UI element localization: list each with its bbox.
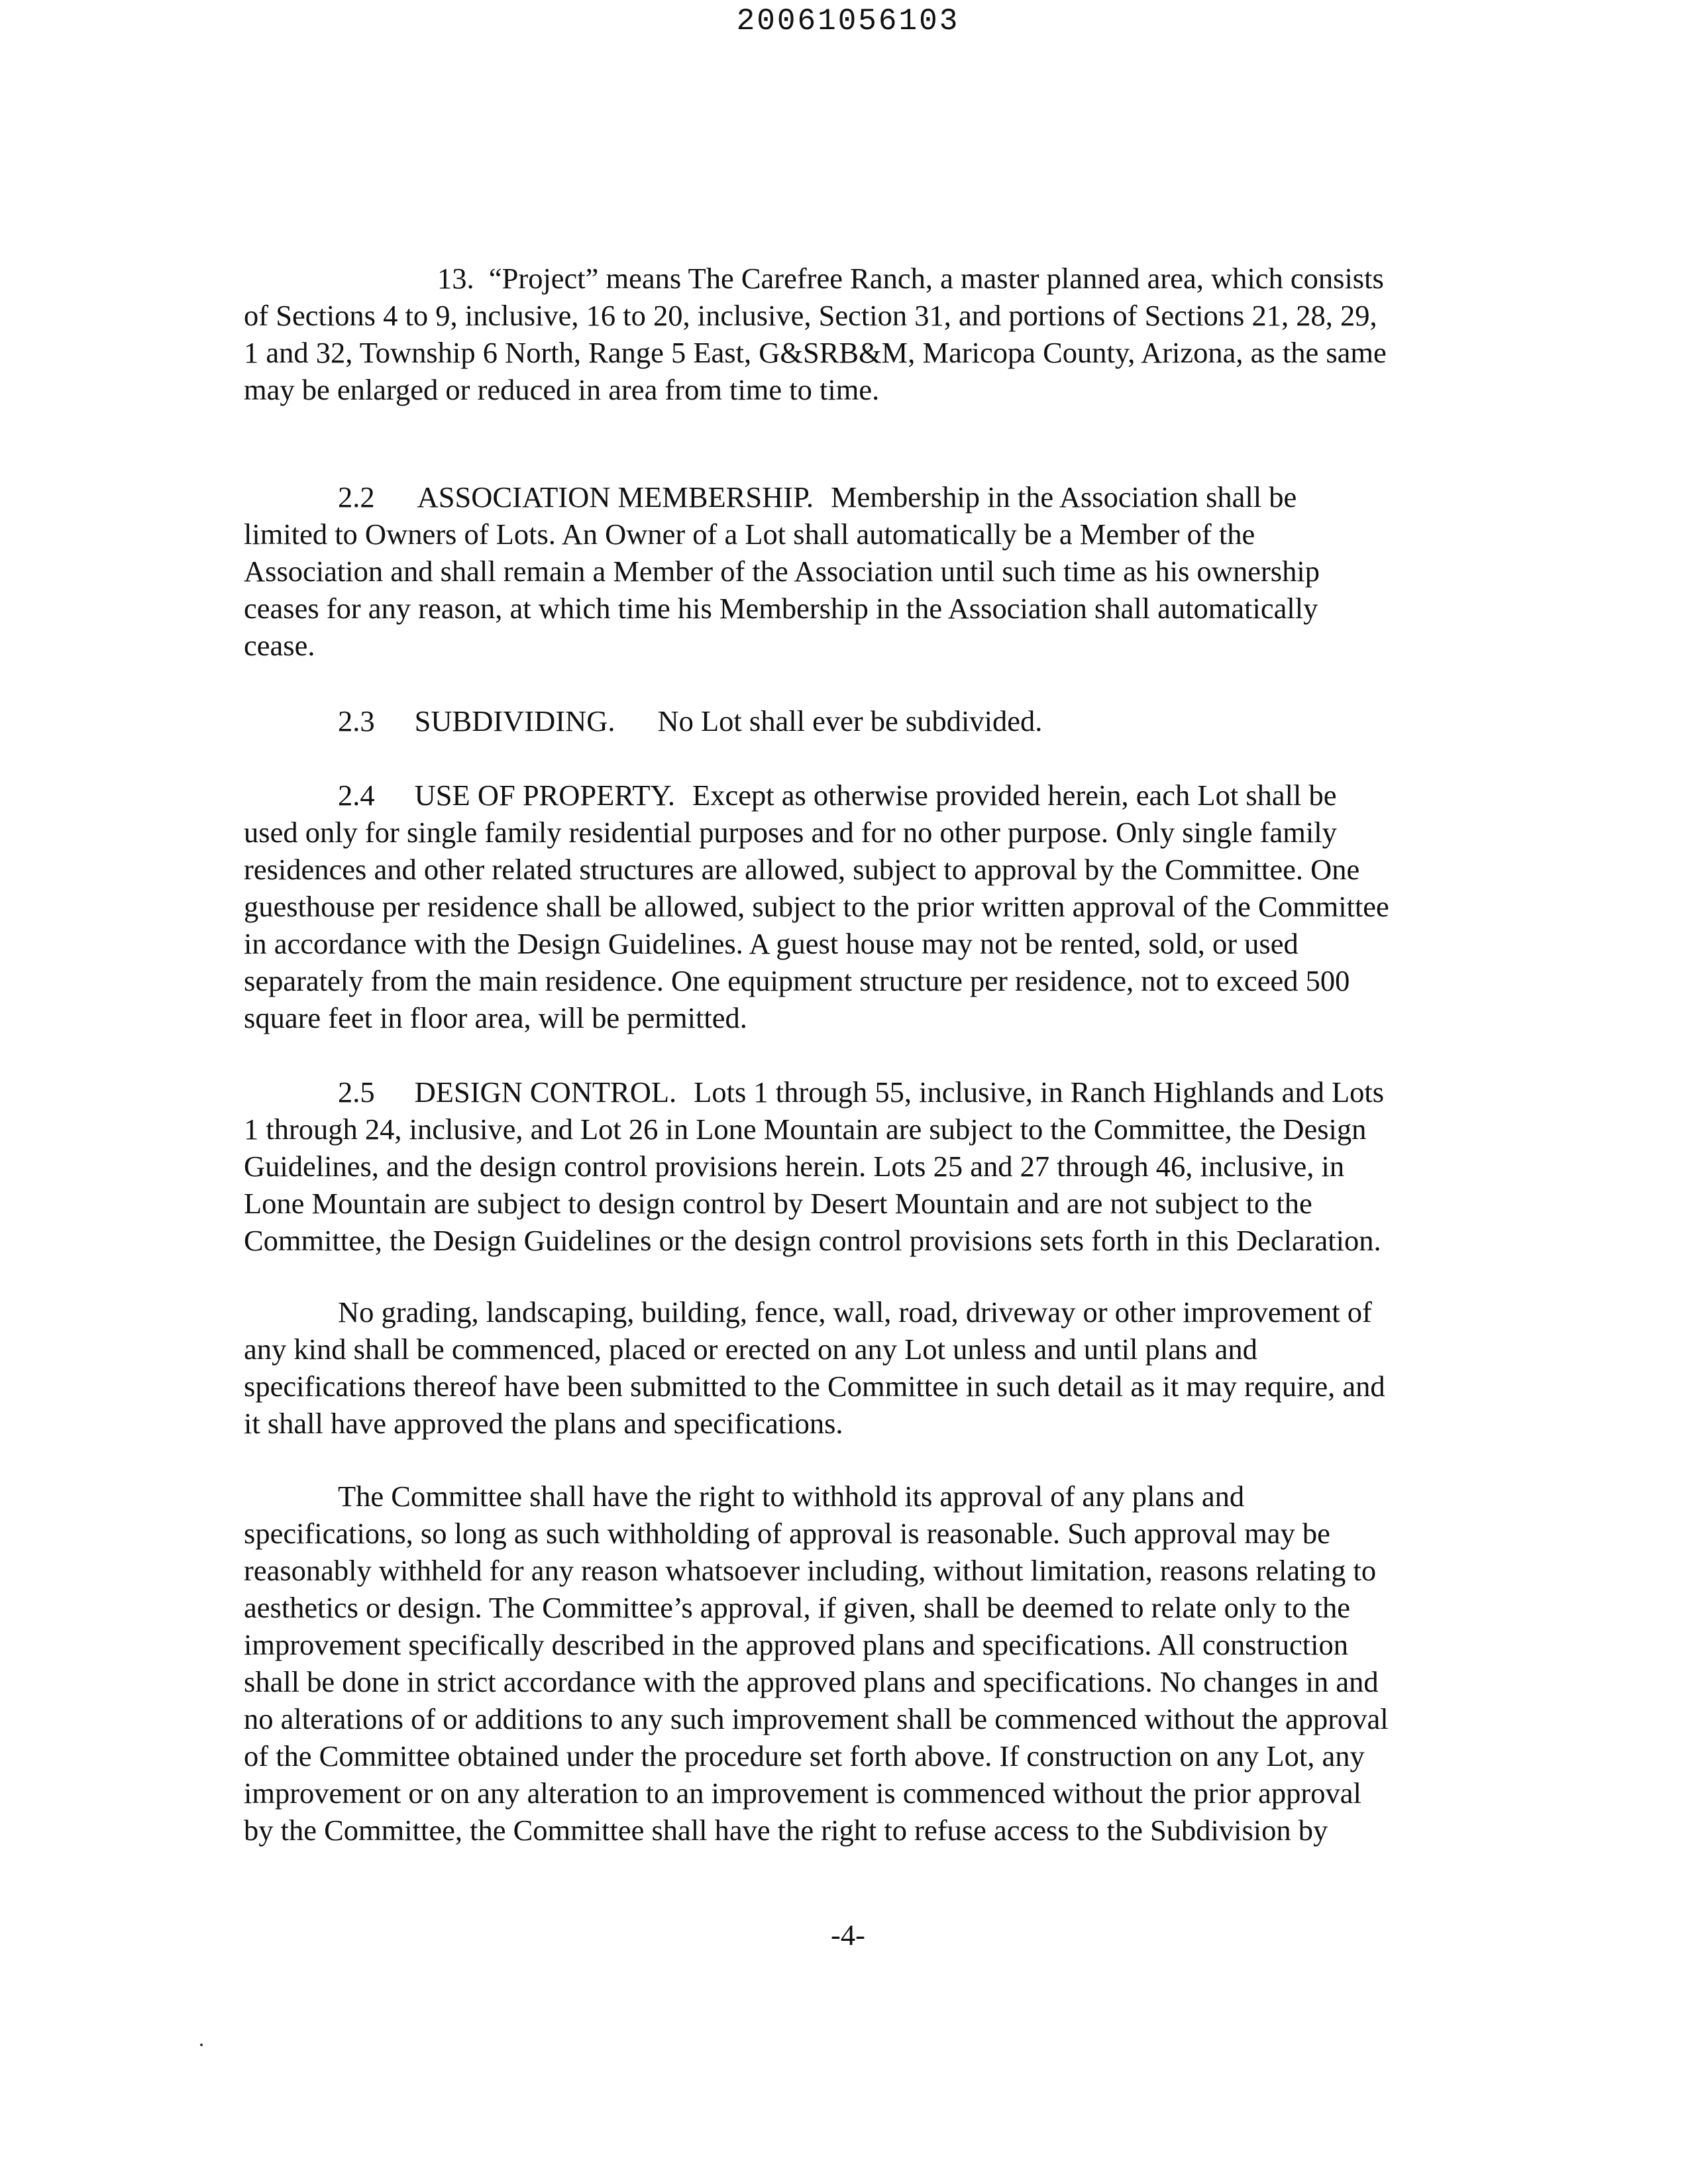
document-recording-number: 20061056103 — [736, 4, 960, 38]
paragraph-line: limited to Owners of Lots. An Owner of a Lot shall automatically be a Member of the — [244, 518, 1255, 551]
paragraph-line: Association and shall remain a Member of the Association until such time as his ownership — [244, 555, 1320, 588]
paragraph-line: specifications, so long as such withholding of approval is reasonable. Such approval may be — [244, 1517, 1330, 1550]
section-number: 13. — [437, 262, 474, 295]
paragraph-line: Lone Mountain are subject to design control by Desert Mountain and are not subject to the — [244, 1187, 1312, 1220]
paragraph-line: ceases for any reason, at which time his Membership in the Association shall automatically — [244, 592, 1318, 625]
paragraph-text: “Project” means The Carefree Ranch, a master planned area, which consists — [488, 262, 1384, 295]
paragraph-line: no alterations of or additions to any such improvement shall be commenced without the approval — [244, 1702, 1389, 1735]
paragraph-line: residences and other related structures are allowed, subject to approval by the Committee. One — [244, 853, 1360, 886]
paragraph-line: it shall have approved the plans and specifications. — [244, 1407, 843, 1440]
paragraph-line: 1 through 24, inclusive, and Lot 26 in Lone Mountain are subject to the Committee, the Design — [244, 1113, 1367, 1146]
paragraph-line: by the Committee, the Committee shall have the right to refuse access to the Subdivision by — [244, 1814, 1328, 1847]
paragraph-13-project-definition — [244, 260, 1476, 408]
paragraph-line — [244, 1073, 1476, 1111]
section-2-3-subdividing — [244, 702, 1476, 739]
paragraph-line — [244, 478, 1476, 516]
paragraph-grading-approval — [244, 1293, 1476, 1442]
paragraph-line: improvement or on any alteration to an improvement is commenced without the prior approval — [244, 1776, 1361, 1810]
paragraph-line: of Sections 4 to 9, inclusive, 16 to 20, inclusive, Section 31, and portions of Sections 21, 28, 29, — [244, 299, 1377, 332]
section-heading: ASSOCIATION MEMBERSHIP. — [417, 480, 814, 514]
paragraph-line — [244, 777, 1476, 814]
paragraph-line: Committee, the Design Guidelines or the design control provisions sets forth in this Declaration. — [244, 1224, 1381, 1257]
paragraph-line: used only for single family residential purposes and for no other purpose. Only single family — [244, 816, 1337, 849]
section-number: 2.5 — [338, 1075, 375, 1109]
scan-speck — [200, 2044, 203, 2046]
paragraph-line: square feet in floor area, will be permitted. — [244, 1001, 747, 1034]
paragraph-line: shall be done in strict accordance with the approved plans and specifications. No changes in and — [244, 1665, 1379, 1698]
section-number: 2.4 — [338, 779, 375, 812]
paragraph-text: Membership in the Association shall be — [831, 480, 1297, 514]
section-2-5-design-control — [244, 1073, 1476, 1259]
section-heading: SUBDIVIDING. — [414, 704, 615, 737]
section-2-2-association-membership — [244, 478, 1476, 664]
page-number: -4- — [831, 1918, 865, 1951]
paragraph-line: reasonably withheld for any reason whatsoever including, without limitation, reasons relating to — [244, 1554, 1377, 1587]
paragraph-line: 1 and 32, Township 6 North, Range 5 East, G&SRB&M, Maricopa County, Arizona, as the same — [244, 336, 1387, 369]
paragraph-line — [244, 1293, 1476, 1331]
paragraph-text: No Lot shall ever be subdivided. — [657, 704, 1043, 737]
paragraph-text: Except as otherwise provided herein, each Lot shall be — [692, 779, 1337, 812]
paragraph-text: The Committee shall have the right to withhold its approval of any plans and — [338, 1480, 1245, 1513]
paragraph-line: in accordance with the Design Guidelines. A guest house may not be rented, sold, or used — [244, 927, 1298, 960]
paragraph-line: of the Committee obtained under the procedure set forth above. If construction on any Lot, any — [244, 1739, 1365, 1773]
paragraph-line: separately from the main residence. One equipment structure per residence, not to exceed 500 — [244, 964, 1350, 997]
paragraph-line: cease. — [244, 629, 315, 662]
paragraph-line — [244, 1478, 1476, 1515]
section-2-4-use-of-property — [244, 777, 1476, 1036]
paragraph-line: guesthouse per residence shall be allowed, subject to the prior written approval of the Committee — [244, 890, 1389, 923]
paragraph-committee-rights — [244, 1478, 1476, 1849]
section-number: 2.3 — [338, 704, 375, 737]
paragraph-line — [244, 702, 1476, 739]
section-heading: DESIGN CONTROL. — [414, 1075, 677, 1109]
paragraph-line — [244, 260, 1476, 297]
paragraph-text: Lots 1 through 55, inclusive, in Ranch Highlands and Lots — [694, 1075, 1385, 1109]
paragraph-line: may be enlarged or reduced in area from time to time. — [244, 373, 880, 406]
section-number: 2.2 — [338, 480, 375, 514]
paragraph-line: aesthetics or design. The Committee’s approval, if given, shall be deemed to relate only to the — [244, 1591, 1350, 1624]
paragraph-line: improvement specifically described in the approved plans and specifications. All construction — [244, 1628, 1349, 1661]
paragraph-text: No grading, landscaping, building, fence, wall, road, driveway or other improvement of — [338, 1295, 1372, 1329]
paragraph-line: any kind shall be commenced, placed or erected on any Lot unless and until plans and — [244, 1333, 1257, 1366]
paragraph-line: Guidelines, and the design control provisions herein. Lots 25 and 27 through 46, inclusive, in — [244, 1150, 1345, 1183]
section-heading: USE OF PROPERTY. — [414, 779, 676, 812]
paragraph-line: specifications thereof have been submitted to the Committee in such detail as it may require, and — [244, 1370, 1385, 1403]
